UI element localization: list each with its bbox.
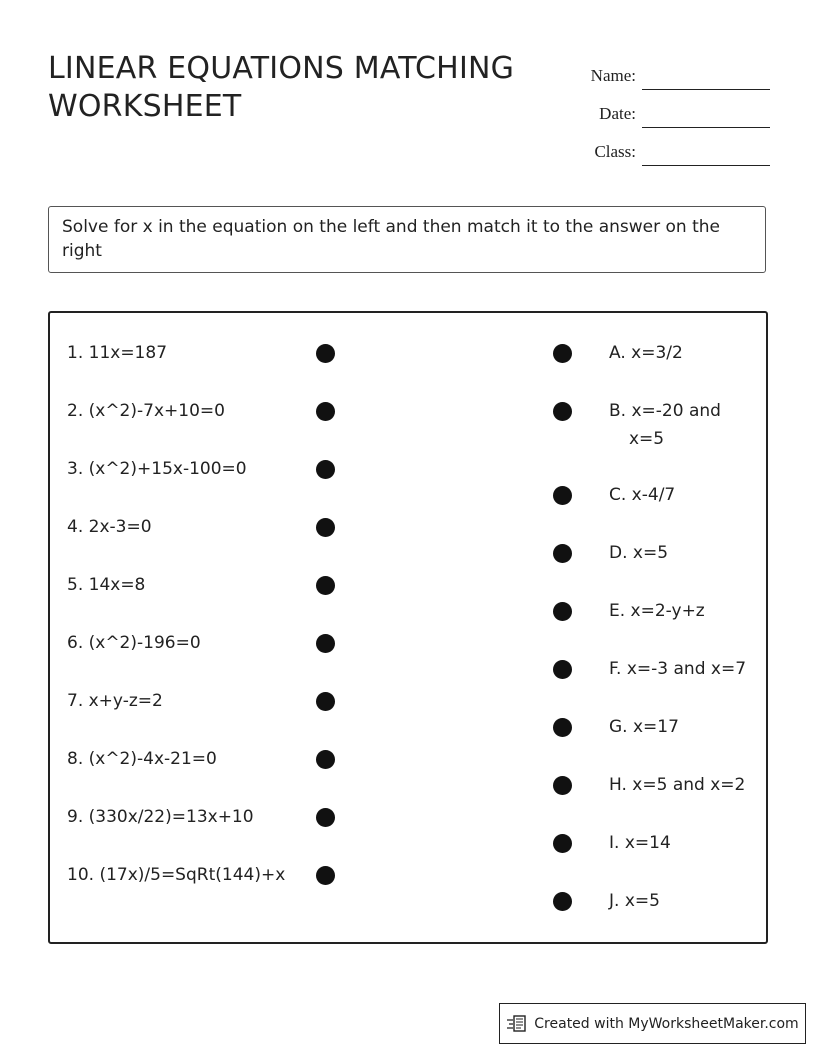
instructions-box: Solve for x in the equation on the left and then match it to the answer on the right	[48, 206, 766, 273]
answer-item: B. x=-20 and x=5	[609, 401, 721, 449]
date-blank-line[interactable]	[642, 126, 770, 128]
answer-match-dot[interactable]	[553, 344, 572, 363]
question-match-dot[interactable]	[316, 866, 335, 885]
date-label: Date:	[599, 104, 636, 123]
answer-item: J. x=5	[609, 891, 660, 911]
question-item: 6. (x^2)-196=0	[67, 633, 201, 653]
question-item: 3. (x^2)+15x-100=0	[67, 459, 247, 479]
student-info-fields	[560, 52, 770, 166]
question-match-dot[interactable]	[316, 808, 335, 827]
name-blank-line[interactable]	[642, 88, 770, 90]
answer-match-dot[interactable]	[553, 834, 572, 853]
answer-item: H. x=5 and x=2	[609, 775, 746, 795]
question-match-dot[interactable]	[316, 750, 335, 769]
question-item: 2. (x^2)-7x+10=0	[67, 401, 225, 421]
question-match-dot[interactable]	[316, 576, 335, 595]
question-item: 5. 14x=8	[67, 575, 146, 595]
question-item: 1. 11x=187	[67, 343, 168, 363]
question-match-dot[interactable]	[316, 344, 335, 363]
footer-text: Created with MyWorksheetMaker.com	[534, 1015, 799, 1032]
answer-item: E. x=2-y+z	[609, 601, 705, 621]
footer-credit[interactable]	[499, 1003, 806, 1044]
question-item: 10. (17x)/5=SqRt(144)+x	[67, 865, 286, 885]
answer-match-dot[interactable]	[553, 718, 572, 737]
answer-item: F. x=-3 and x=7	[609, 659, 747, 679]
name-label: Name:	[590, 66, 636, 85]
answer-item: I. x=14	[609, 833, 671, 853]
answer-match-dot[interactable]	[553, 544, 572, 563]
answer-match-dot[interactable]	[553, 402, 572, 421]
answer-match-dot[interactable]	[553, 660, 572, 679]
answer-item: D. x=5	[609, 543, 669, 563]
answer-match-dot[interactable]	[553, 602, 572, 621]
class-field-row	[560, 128, 770, 166]
name-field-row	[560, 52, 770, 90]
question-item: 4. 2x-3=0	[67, 517, 152, 537]
worksheet-maker-logo-icon	[506, 1014, 528, 1034]
question-match-dot[interactable]	[316, 518, 335, 537]
question-item: 7. x+y-z=2	[67, 691, 163, 711]
question-match-dot[interactable]	[316, 460, 335, 479]
question-match-dot[interactable]	[316, 692, 335, 711]
answer-item: G. x=17	[609, 717, 679, 737]
class-blank-line[interactable]	[642, 164, 770, 166]
answer-match-dot[interactable]	[553, 776, 572, 795]
answer-match-dot[interactable]	[553, 892, 572, 911]
answer-match-dot[interactable]	[553, 486, 572, 505]
question-item: 8. (x^2)-4x-21=0	[67, 749, 217, 769]
question-match-dot[interactable]	[316, 402, 335, 421]
question-match-dot[interactable]	[316, 634, 335, 653]
matching-area	[48, 311, 768, 944]
date-field-row	[560, 90, 770, 128]
question-item: 9. (330x/22)=13x+10	[67, 807, 254, 827]
page-title: LINEAR EQUATIONS MATCHING WORKSHEET	[48, 51, 515, 124]
answer-item: C. x-4/7	[609, 485, 676, 505]
class-label: Class:	[594, 142, 636, 161]
answer-item: A. x=3/2	[609, 343, 683, 363]
